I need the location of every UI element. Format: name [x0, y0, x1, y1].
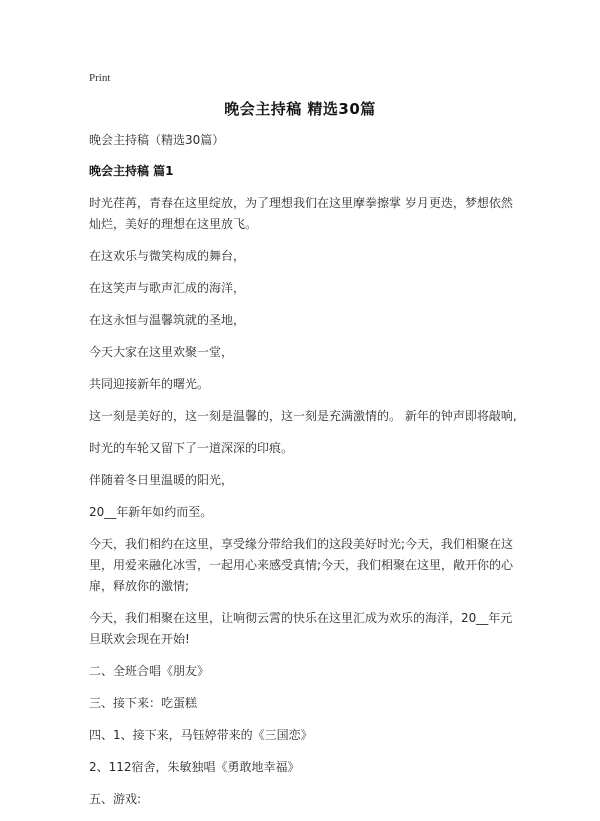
paragraph: 20__年新年如约而至。	[89, 505, 213, 519]
document-subtitle: 晚会主持稿（精选30篇）	[89, 133, 225, 147]
print-link[interactable]: Print	[89, 72, 111, 84]
document-title: 晚会主持稿 精选30篇	[224, 100, 376, 118]
paragraph: 这一刻是美好的，这一刻是温馨的，这一刻是充满激情的。 新年的钟声即将敲响,	[89, 409, 517, 423]
paragraph: 五、游戏:	[89, 792, 142, 806]
paragraph: 四、1、接下来，马钰婷带来的《三国恋》	[89, 728, 313, 742]
paragraph: 时光的车轮又留下了一道深深的印痕。	[89, 441, 294, 455]
paragraph: 时光荏苒，青春在这里绽放，为了理想我们在这里摩拳擦掌 岁月更迭，梦想依然灿烂，美好的理想在这里放飞。	[89, 196, 513, 231]
paragraph: 共同迎接新年的曙光。	[89, 377, 210, 391]
paragraph: 三、接下来：吃蛋糕	[89, 696, 198, 710]
paragraph: 今天大家在这里欢聚一堂，	[89, 345, 234, 359]
paragraph: 今天，我们相约在这里，享受缘分带给我们的这段美好时光;今天，我们相聚在这里，用爱来融化冰雪，一起用心来感受真情;今天，我们相聚在这里，敞开你的心扉，释放你的激情;	[89, 537, 514, 593]
paragraph: 在这笑声与歌声汇成的海洋，	[89, 281, 246, 295]
paragraph: 今天，我们相聚在这里，让响彻云霄的快乐在这里汇成为欢乐的海洋，20__年元旦联欢会现在开始!	[89, 611, 513, 646]
paragraph: 二、全班合唱《朋友》	[89, 664, 210, 678]
paragraph: 2、112宿舍，朱敏独唱《勇敢地幸福》	[89, 760, 300, 774]
paragraph: 在这永恒与温馨筑就的圣地，	[89, 313, 246, 327]
section-heading: 晚会主持稿 篇1	[89, 164, 174, 178]
document-body	[89, 130, 519, 821]
paragraph: 在这欢乐与微笑构成的舞台，	[89, 249, 246, 263]
paragraph: 伴随着冬日里温暖的阳光，	[89, 473, 234, 487]
